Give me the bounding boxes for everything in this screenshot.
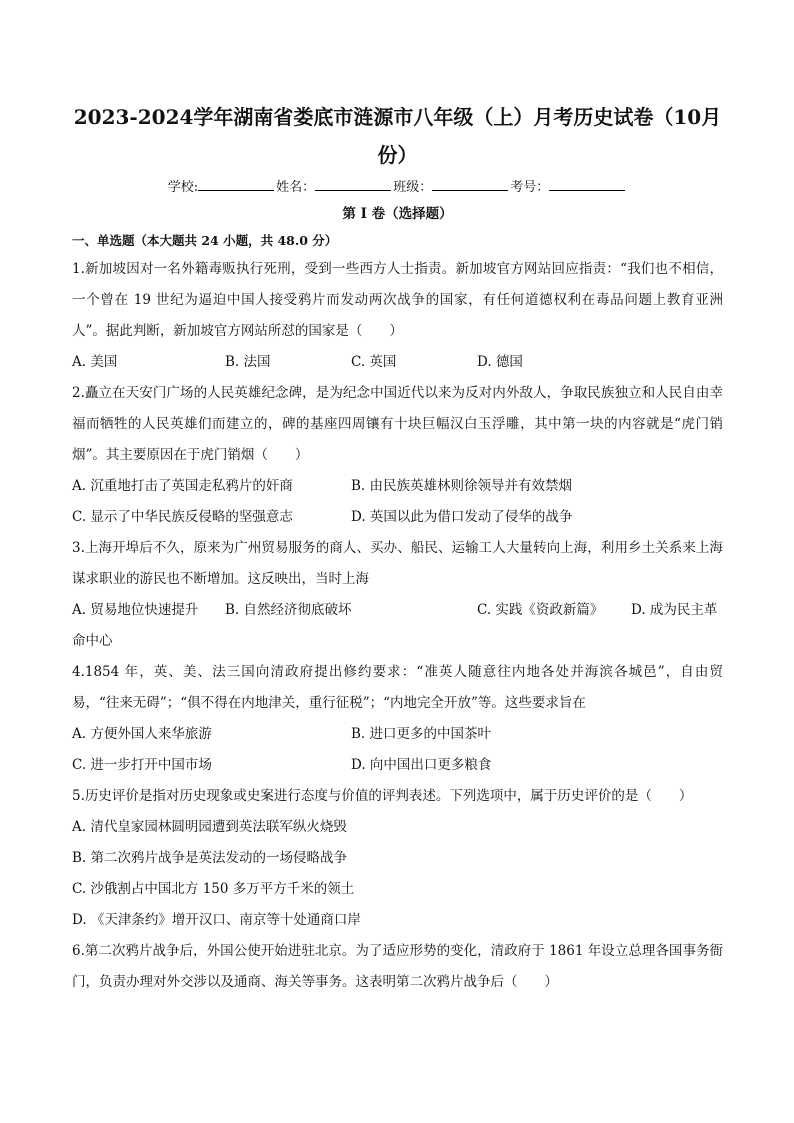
- name-field: 姓名：: [276, 176, 393, 200]
- option-b: B. 法国: [225, 354, 271, 370]
- option-a: A. 沉重地打击了英国走私鸦片的奸商: [72, 478, 293, 494]
- option-a: A. 美国: [72, 354, 118, 370]
- option-d: D. 英国以此为借口发动了侵华的战争: [351, 509, 573, 525]
- question-stem: 4.1854 年，英、美、法三国向清政府提出修约要求：“准英人随意往内地各处并海滨各城邑”，自由贸易，“往来无碍”；“俱不得在内地津关，重行征税”；“内地完全开放”等。这些要求旨在: [72, 664, 723, 711]
- exam-title-line2: 份）: [377, 143, 418, 167]
- question-options: [72, 502, 723, 533]
- option-b: B. 第二次鸦片战争是英法发动的一场侵略战争: [72, 850, 348, 866]
- school-field: 学校:: [168, 176, 276, 200]
- section-heading: 一、单选题（本大题共 24 小题，共 48.0 分）: [72, 233, 338, 248]
- question-stem: 1.新加坡因对一名外籍毒贩执行死刑，受到一些西方人士指责。新加坡官方网站回应指责：“我们也不相信，一个曾在 19 世纪为逼迫中国人接受鸦片而发动两次战争的国家，有任何道德权利在毒品问题上教育亚洲人”。据此判断，新加坡官方网站所怼的国家是（ ）: [72, 261, 723, 339]
- info-fields: [72, 176, 723, 200]
- question-options: [72, 719, 723, 750]
- option-a: A. 贸易地位快速提升: [72, 602, 199, 618]
- option-d: D. 成为民主革: [631, 602, 718, 618]
- option-c: C. 显示了中华民族反侵略的坚强意志: [72, 509, 293, 525]
- option-d-continued: 命中心: [72, 633, 113, 649]
- question-stem: 5.历史评价是指对历史现象或史案进行态度与价值的评判表述。下列选项中，属于历史评价的是（ ）: [72, 788, 693, 804]
- question-stem: 6.第二次鸦片战争后，外国公使开始进驻北京。为了适应形势的变化，清政府于 1861 年设立总理各国事务衙门，负责办理对外交涉以及通商、海关等事务。这表明第二次鸦片战争后（ ）: [72, 943, 723, 990]
- question-options: [72, 595, 723, 626]
- option-c: C. 实践《资政新篇》: [477, 602, 604, 618]
- option-a: A. 清代皇家园林圆明园遭到英法联军纵火烧毁: [72, 819, 347, 835]
- option-c: C. 沙俄割占中国北方 150 多万平方千米的领土: [72, 881, 355, 897]
- question-stem: 2.矗立在天安门广场的人民英雄纪念碑，是为纪念中国近代以来为反对内外敌人，争取民族独立和人民自由幸福而牺牲的人民英雄们而建立的，碑的基座四周镶有十块巨幅汉白玉浮雕，其中第一块的内容就是“虎门销烟”。其主要原因在于虎门销烟（ ）: [72, 385, 723, 463]
- option-b: B. 进口更多的中国茶叶: [351, 726, 492, 742]
- option-c: C. 进一步打开中国市场: [72, 757, 212, 773]
- exam-title-line1: 2023-2024学年湖南省娄底市涟源市八年级（上）月考历史试卷（10月: [73, 105, 722, 129]
- option-b: B. 由民族英雄林则徐领导并有效禁烟: [351, 478, 573, 494]
- option-a: A. 方便外国人来华旅游: [72, 726, 212, 742]
- question-stem: 3.上海开埠后不久，原来为广州贸易服务的商人、买办、船民、运输工人大量转向上海，利用乡土关系来上海谋求职业的游民也不断增加。这反映出，当时上海: [72, 540, 723, 587]
- option-d: D. 向中国出口更多粮食: [351, 757, 492, 773]
- option-d: D. 德国: [477, 354, 523, 370]
- volume-heading: 第 I 卷（选择题）: [342, 206, 453, 222]
- exam-number-field: 考号：: [510, 176, 627, 200]
- option-d: D. 《天津条约》增开汉口、南京等十处通商口岸: [72, 912, 361, 928]
- option-c: C. 英国: [351, 354, 397, 370]
- question-options: [72, 750, 723, 781]
- exam-title: [72, 98, 723, 174]
- question-options: [72, 471, 723, 502]
- question-options: [72, 626, 723, 657]
- exam-page: [72, 98, 723, 998]
- question-options: [72, 347, 723, 378]
- option-b: B. 自然经济彻底破坏: [225, 602, 352, 618]
- class-field: 班级：: [393, 176, 510, 200]
